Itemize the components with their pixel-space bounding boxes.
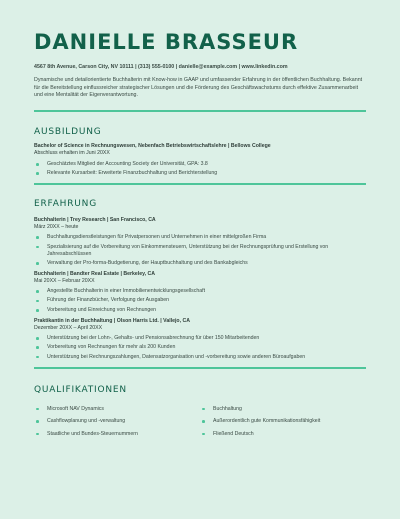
job-date: Dezember 20XX – April 20XX: [34, 324, 103, 331]
list-item: Führung der Finanzbücher, Verfolgung der Ausgaben: [34, 297, 366, 304]
section-divider: [34, 110, 366, 112]
list-item: Spezialisierung auf die Vorbereitung von Einkommensteuern, Unterstützung bei der Rechnungsprüfung und Erstellung von Jahresabschlüssen: [34, 244, 366, 258]
section-title-erfahrung: ERFAHRUNG: [34, 199, 97, 210]
job-entry: [34, 318, 366, 361]
degree-line: Bachelor of Science in Rechnungswesen, Nebenfach Betriebswirtschaftslehre | Bellows College: [34, 142, 271, 149]
list-item: Buchhaltungsdienstleistungen für Privatpersonen und Unternehmen in einer mittelgroßen Firma: [34, 234, 366, 241]
section-title-ausbildung: AUSBILDUNG: [34, 126, 102, 137]
list-item: Cashflowplanung und -verwaltung: [34, 418, 200, 425]
job-title: Buchhalterin | Trey Research | San Francisco, CA: [34, 217, 156, 224]
qualifications-right: [200, 406, 366, 444]
list-item: Microsoft NAV Dynamics: [34, 406, 200, 413]
list-item: Außerordentlich gute Kommunikationsfähigkeit: [200, 418, 366, 425]
list-item: Vorbereitung und Einreichung von Rechnungen: [34, 307, 366, 314]
job-title: Praktikantin in der Buchhaltung | Olson Harris Ltd. | Vallejo, CA: [34, 317, 190, 324]
summary-paragraph: Dynamische und detailorientierte Buchhalterin mit Know-how in GAAP und umfassender Erfahrung in der öffentlichen Buchhaltung. Bekannt für die Bereitstellung einflussreicher strategischer Lösungen und die Förderung des Geschäftswachstums durch effektive Zusammenarbeit und eine Mentalität der Eigenverantwortung.: [34, 77, 363, 99]
education-bullets: [34, 161, 366, 177]
job-date: Mai 20XX – Februar 20XX: [34, 277, 95, 284]
job-entry: [34, 271, 366, 314]
qualifications-list: [34, 404, 366, 444]
job-title: Buchhalterin | Bandter Real Estate | Berkeley, CA: [34, 270, 156, 277]
list-item: Staatliche und Bundes-Steuernummern: [34, 431, 200, 438]
list-item: Vorbereitung von Rechnungen für mehr als 200 Kunden: [34, 344, 366, 351]
list-item: Unterstützung bei Rechnungszahlungen, Datensatzorganisation und -vorbereitung sowie anderen Büroaufgaben: [34, 354, 366, 361]
list-item: Geschätztes Mitglied der Accounting Society der Universität, GPA: 3.8: [34, 161, 366, 168]
job-entry: [34, 217, 366, 267]
list-item: Buchhaltung: [200, 406, 366, 413]
section-title-qualifikationen: QUALIFIKATIONEN: [34, 384, 127, 395]
list-item: Unterstützung bei der Lohn-, Gehalts- und Pensionsabrechnung für über 150 Mitarbeitenden: [34, 335, 366, 342]
list-item: Verwaltung der Pro-forma-Budgetierung, der Hauptbuchhaltung und des Bankabgleichs: [34, 260, 366, 267]
list-item: Relevante Kursarbeit: Erweiterte Finanzbuchhaltung und Berichterstellung: [34, 170, 366, 177]
contact-line: 4567 8th Avenue, Carson City, NV 10111 | (313) 555-0100 | danielle@example.com | www.linkedin.com: [34, 64, 288, 70]
qualifications-left: [34, 406, 200, 444]
job-bullets: [34, 288, 366, 314]
job-bullets: [34, 335, 366, 361]
list-item: Angestellte Buchhalterin in einer Immobilienentwicklungsgesellschaft: [34, 288, 366, 295]
list-item: Fließend Deutsch: [200, 431, 366, 438]
section-divider: [34, 183, 366, 185]
job-date: März 20XX – heute: [34, 224, 79, 231]
degree-date: Abschluss erhalten im Juni 20XX: [34, 149, 110, 156]
applicant-name: DANIELLE BRASSEUR: [34, 30, 299, 54]
section-divider: [34, 367, 366, 369]
job-bullets: [34, 234, 366, 267]
